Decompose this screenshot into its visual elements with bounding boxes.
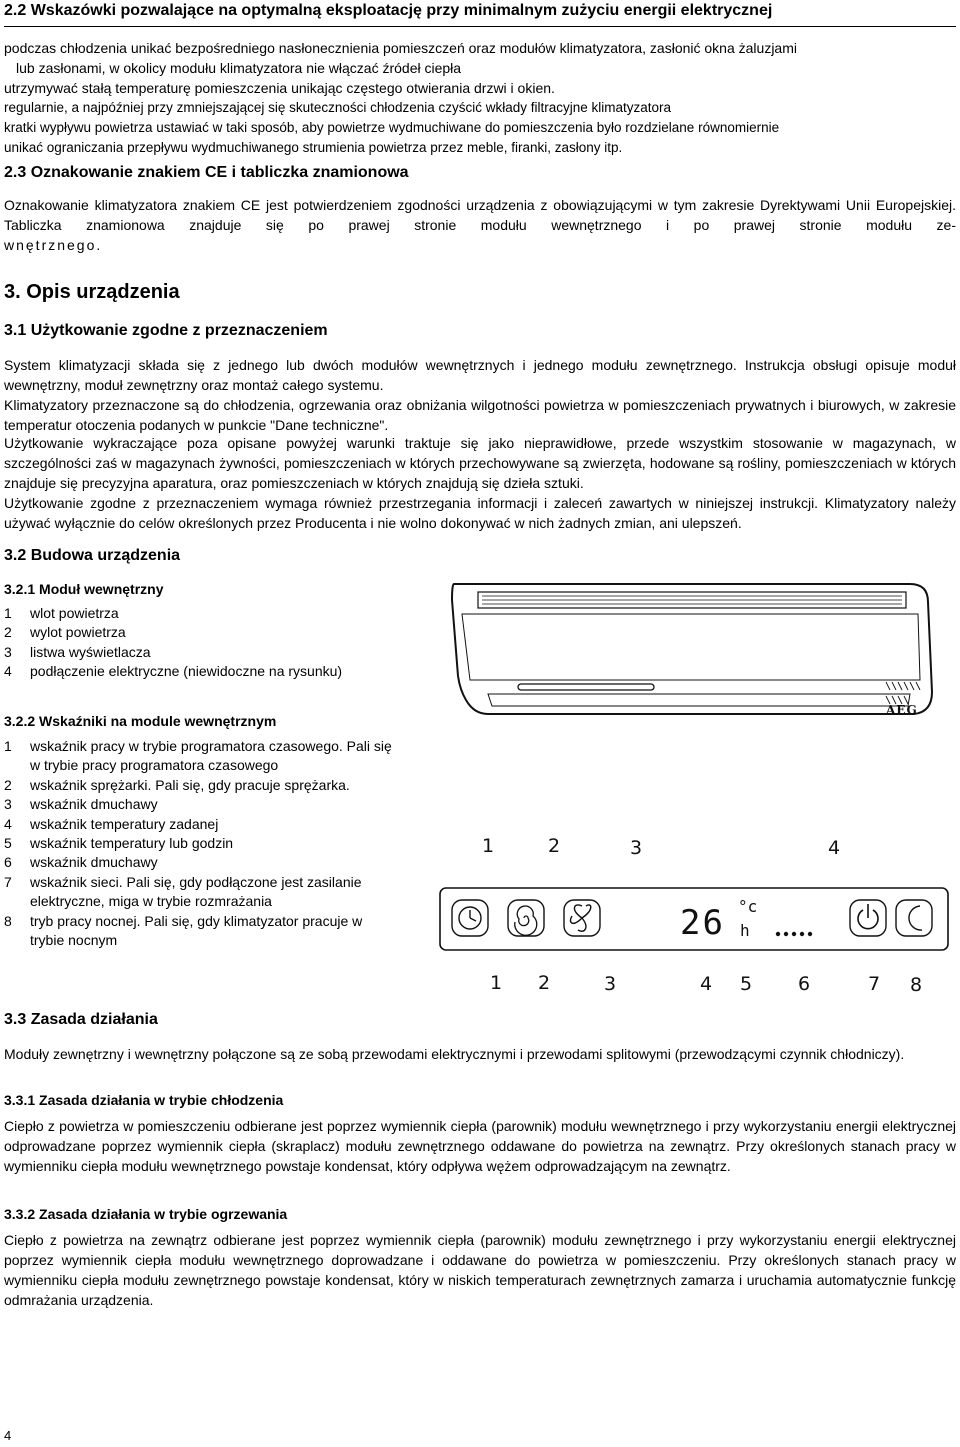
usage-paragraph-2: Klimatyzatory przeznaczone są do chłodzenia, ogrzewania oraz obniżania wilgotności powietrza w pomieszczeniach prywatnych i biurowych, w zakresie temperatur otoczenia podanych w punkcie "Dane techniczne". xyxy=(4,397,956,433)
list-item: 3 listwa wyświetlacza xyxy=(4,643,151,660)
indicators-list xyxy=(4,737,392,950)
tip-line-5: kratki wypływu powietrza ustawiać w taki sposób, aby powietrze wydmuchiwane do pomieszczenia było rozdzielane równomiernie xyxy=(4,120,780,135)
indoor-unit-drawing xyxy=(418,580,958,1000)
section-3-2-1-heading: 3.2.1 Moduł wewnętrzny xyxy=(4,581,164,597)
section-3-2-heading: 3.2 Budowa urządzenia xyxy=(4,547,181,564)
tip-line-2: lub zasłonami, w okolicy modułu klimatyzatora nie włączać źródeł ciepła xyxy=(16,60,462,76)
ce-marking-text: Oznakowanie klimatyzatora znakiem CE jest potwierdzeniem zgodności urządzenia z obowiązującymi w tym zakresie Dyrektywami Unii Europejskiej. Tabliczka znamionowa znajduje się po prawej stronie modułu wewnętrznego i po prawej stronie modułu ze- xyxy=(4,197,956,233)
unit-callout-1: 1 xyxy=(482,835,495,857)
usage-paragraph-3: Użytkowanie wykraczające poza opisane powyżej warunki traktuje się jako nieprawidłowe, przede wszystkim stosowanie w magazynach, w szczególności zaś w magazynach żywności, pomieszczeniach w których przechowywane są zwierzęta, hodowane są rośliny, pomieszczeniach w których znajduje się precyzyjna aparatura, oraz pomieszczeniach w których znajdują się dzieła sztuki. xyxy=(4,435,956,491)
section-2-3-heading: 2.3 Oznakowanie znakiem CE i tabliczka znamionowa xyxy=(4,164,409,181)
side-hatching xyxy=(886,682,920,704)
page-number: 4 xyxy=(4,1428,12,1443)
list-item: 7 wskaźnik sieci. Pali się, gdy podłączone jest zasilanie elektryczne, miga w trybie rozmrażania xyxy=(4,873,362,910)
night-mode-icon xyxy=(896,900,932,936)
brand-logo: AEG xyxy=(886,703,918,717)
section-3-2-2-heading: 3.2.2 Wskaźniki na module wewnętrznym xyxy=(4,713,277,729)
indicator-callout-6: 6 xyxy=(798,973,811,995)
fan-icon xyxy=(564,900,600,936)
unit-callout-4: 4 xyxy=(828,837,841,859)
unit-callout-2: 2 xyxy=(548,835,561,857)
celsius-unit-label: °c xyxy=(738,897,758,916)
power-icon xyxy=(850,900,886,936)
list-item: 5 wskaźnik temperatury lub godzin xyxy=(4,835,234,852)
hour-unit-label: h xyxy=(740,921,750,940)
unit-callout-3: 3 xyxy=(630,837,643,859)
inlet-slats xyxy=(482,596,902,604)
section-2-2-heading: 2.2 Wskazówki pozwalające na optymalną eksploatację przy minimalnym zużyciu energii elektrycznej xyxy=(4,2,773,19)
tip-line-3: utrzymywać stałą temperaturę pomieszczenia unikając częstego otwierania drzwi i okien. xyxy=(4,80,555,96)
indicator-callout-3: 3 xyxy=(604,973,617,995)
ce-marking-text-end: wnętrznego. xyxy=(4,237,103,253)
indoor-unit-figure xyxy=(418,580,958,1000)
list-item: 3 wskaźnik dmuchawy xyxy=(4,796,158,813)
indicator-callout-8: 8 xyxy=(910,974,923,996)
section-3-3-heading: 3.3 Zasada działania xyxy=(4,1011,158,1028)
display-strip xyxy=(518,684,654,690)
list-item: 1 wlot powietrza xyxy=(4,605,119,621)
usage-paragraph-4: Użytkowanie zgodne z przeznaczeniem wymaga również przestrzegania informacji i zaleceń zawartych w niniejszej instrukcji. Klimatyzatory należy używać wyłącznie do celów określonych przez Producenta i nie wolno dokonywać w nich żadnych zmian, ani ulepszeń. xyxy=(4,495,956,531)
section-3-heading: 3. Opis urządzenia xyxy=(4,281,180,303)
list-item: 2 wskaźnik sprężarki. Pali się, gdy pracuje sprężarka. xyxy=(4,776,350,793)
list-item: 2 wylot powietrza xyxy=(4,624,126,641)
heating-mode-text: Ciepło z powietrza na zewnątrz odbierane jest poprzez wymiennik ciepła (parownik) modułu zewnętrznego i przy wykorzystaniu energii elektrycznej poprzez wymiennik ciepła modułu wewnętrznego doprowadzane i oddawane do powietrza w pomieszczeniu. Przy określonych stanach pracy w wymienniku ciepła modułu zewnętrznego powstaje kondensat, który w niskich temperaturach zewnętrznych zamarza i uruchamia automatycznie funkcję odmrażania urządzenia. xyxy=(4,1232,956,1308)
timer-icon xyxy=(452,900,488,936)
list-item: 4 wskaźnik temperatury zadanej xyxy=(4,815,219,832)
indicator-callout-2: 2 xyxy=(538,972,551,994)
compressor-icon xyxy=(508,900,544,936)
heading-rule xyxy=(4,26,956,27)
tip-line-1: podczas chłodzenia unikać bezpośredniego nasłonecznienia pomieszczeń oraz modułów klimatyzatora, zasłonić okna żaluzjami xyxy=(4,40,797,56)
tip-line-6: unikać ograniczania przepływu wydmuchiwanego strumienia powietrza przez meble, firanki, zasłony itp. xyxy=(4,140,623,155)
front-panel xyxy=(462,614,920,680)
temperature-display: 26 xyxy=(680,903,725,943)
list-item: 8 tryb pracy nocnej. Pali się, gdy klimatyzator pracuje w trybie nocnym xyxy=(4,912,363,949)
indicator-callout-5: 5 xyxy=(740,973,753,995)
air-outlet-flap xyxy=(488,694,910,706)
cooling-mode-text: Ciepło z powietrza w pomieszczeniu odbierane jest poprzez wymiennik ciepła (parownik) modułu wewnętrznego i przy wykorzystaniu energii elektrycznej odprowadzane poprzez wymiennik ciepła (skraplacz) modułu zewnętrznego oddawane do powietrza na zewnątrz. Przy określonych stanach pracy w wymienniku ciepła modułu wewnętrznego powstaje kondensat, który odpływa wężem odprowadzającym na zewnątrz. xyxy=(4,1118,956,1174)
operation-principle-text: Moduły zewnętrzny i wewnętrzny połączone są ze sobą przewodami elektrycznymi i przewodami splitowymi (przewodzącymi czynnik chłodniczy). xyxy=(4,1046,905,1062)
list-item: 6 wskaźnik dmuchawy xyxy=(4,854,158,871)
fan-speed-dots xyxy=(776,932,812,936)
section-3-1-heading: 3.1 Użytkowanie zgodne z przeznaczeniem xyxy=(4,322,328,339)
indicator-callout-7: 7 xyxy=(868,973,881,995)
indoor-unit-parts-list xyxy=(4,604,392,682)
section-3-3-1-heading: 3.3.1 Zasada działania w trybie chłodzenia xyxy=(4,1092,284,1108)
indicator-callout-1: 1 xyxy=(490,972,503,994)
list-item: 4 podłączenie elektryczne (niewidoczne na rysunku) xyxy=(4,663,343,680)
usage-paragraph-1: System klimatyzacji składa się z jednego lub dwóch modułów wewnętrznych i jednego modułu zewnętrznego. Instrukcja obsługi opisuje moduł wewnętrzny, moduł zewnętrzny oraz montaż całego systemu. xyxy=(4,357,956,393)
tip-line-4: regularnie, a najpóźniej przy zmniejszającej się skuteczności chłodzenia czyścić wkłady filtracyjne klimatyzatora xyxy=(4,100,672,115)
list-item: 1 wskaźnik pracy w trybie programatora czasowego. Pali się w trybie pracy programatora czasowego xyxy=(4,738,392,774)
indicator-callout-4: 4 xyxy=(700,973,713,995)
section-3-3-2-heading: 3.3.2 Zasada działania w trybie ogrzewania xyxy=(4,1206,288,1222)
